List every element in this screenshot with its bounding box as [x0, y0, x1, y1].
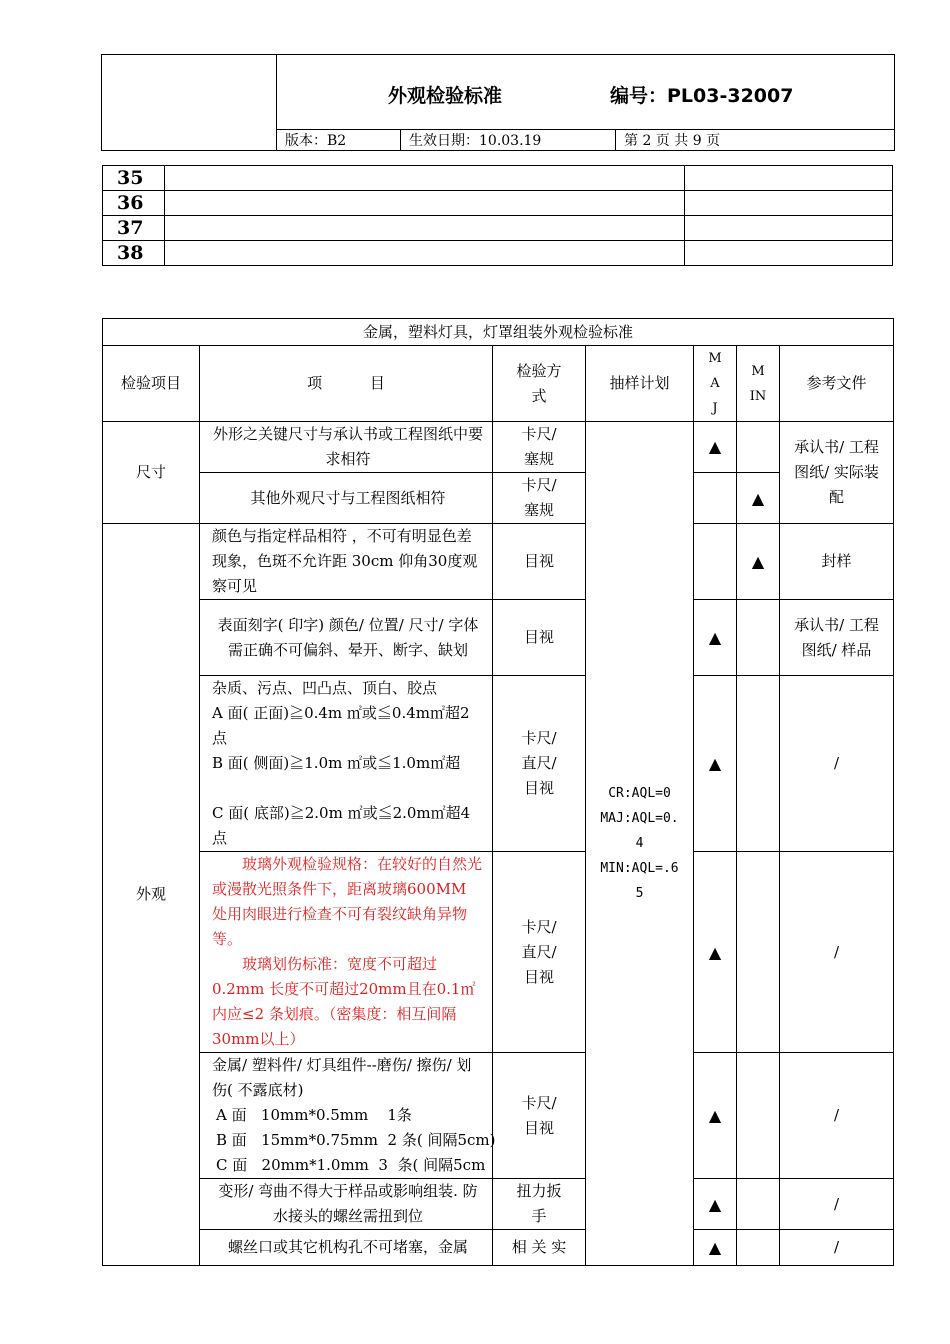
item-method: 目视 [493, 600, 586, 676]
document-title: 外观检验标准 [388, 85, 503, 107]
version-label: 版本：B2 [277, 130, 401, 151]
inspection-standard-table [102, 318, 894, 1266]
group-size: 尺寸 [103, 422, 200, 524]
table-row [103, 1053, 894, 1179]
item-reference: / [780, 1179, 894, 1230]
header-item: 检验项目 [103, 346, 200, 422]
sampling-plan: CR:AQL=0 MAJ:AQL=0. 4 MIN:AQL=.6 5 [586, 422, 694, 1266]
table-row [103, 1230, 894, 1266]
item-detail-glass: 玻璃外观检验规格：在较好的自然光或漫散光照条件下，距离玻璃600MM 处用肉眼进行检查不可有裂纹缺角异物等。 玻璃划伤标准：宽度不可超过0.2mm 长度不可超过20mm且在0.1㎡内应≤2 条划痕。（密集度：相互间隔30mm以上） [200, 852, 493, 1053]
item-reference: / [780, 852, 894, 1053]
table-row [103, 473, 894, 524]
item-detail: 杂质、污点、凹凸点、顶白、胶点 A 面( 正面)≧0.4m ㎡或≦0.4m㎡超2 点 B 面( 侧面)≧1.0m ㎡或≦1.0m㎡超 C 面( 底部)≧2.0m ㎡或≦2.0m㎡超4 点 [200, 676, 493, 852]
title-cell [277, 55, 895, 130]
item-method: 卡尺/塞规 [493, 473, 586, 524]
item-reference: 承认书/ 工程图纸/ 样品 [780, 600, 894, 676]
item-detail: 变形/ 弯曲不得大于样品或影响组装. 防水接头的螺丝需扭到位 [200, 1179, 493, 1230]
effective-date: 生效日期：10.03.19 [401, 130, 616, 151]
maj-mark: ▲ [694, 852, 737, 1053]
row-number: 36 [103, 191, 165, 216]
item-detail: 表面刻字( 印字) 颜色/ 位置/ 尺寸/ 字体需正确不可偏斜、晕开、断字、缺划 [200, 600, 493, 676]
item-method: 相 关 实 [493, 1230, 586, 1266]
header-detail: 项 目 [200, 346, 493, 422]
table-row [103, 852, 894, 1053]
item-reference: / [780, 1053, 894, 1179]
table-row [103, 600, 894, 676]
header-maj: MAJ [694, 346, 737, 422]
header-reference: 参考文件 [780, 346, 894, 422]
table-row [103, 166, 893, 191]
item-method: 扭力扳手 [493, 1179, 586, 1230]
row-number: 38 [103, 241, 165, 266]
item-method: 卡尺/直尺/目视 [493, 852, 586, 1053]
item-detail: 外形之关键尺寸与承认书或工程图纸中要求相符 [200, 422, 493, 473]
item-method: 卡尺/目视 [493, 1053, 586, 1179]
numbered-rows-table [102, 165, 893, 266]
table-row [103, 216, 893, 241]
header-sampling: 抽样计划 [586, 346, 694, 422]
header-row [103, 346, 894, 422]
maj-mark: ▲ [694, 600, 737, 676]
maj-mark: ▲ [694, 1179, 737, 1230]
table-row [103, 422, 894, 473]
item-detail: 螺丝口或其它机构孔不可堵塞，金属 [200, 1230, 493, 1266]
table-row [103, 1179, 894, 1230]
header-method: 检验方式 [493, 346, 586, 422]
table-row [103, 241, 893, 266]
document-code: 编号：PL03-32007 [610, 85, 794, 107]
row-number: 37 [103, 216, 165, 241]
min-mark: ▲ [737, 473, 780, 524]
item-method: 卡尺/直尺/目视 [493, 676, 586, 852]
min-mark: ▲ [737, 524, 780, 600]
item-reference: / [780, 1230, 894, 1266]
row-number: 35 [103, 166, 165, 191]
maj-mark: ▲ [694, 422, 737, 473]
header-min: MIN [737, 346, 780, 422]
item-detail: 金属/ 塑料件/ 灯具组件--磨伤/ 擦伤/ 划伤( 不露底材) A 面 10mm*0.5mm 1条 B 面 15mm*0.75mm 2 条( 间隔5cm) C 面 20mm*1.0mm 3 条( 间隔5cm [200, 1053, 493, 1179]
group-appearance: 外观 [103, 524, 200, 1266]
maj-mark: ▲ [694, 1053, 737, 1179]
table-row [103, 191, 893, 216]
item-reference: 承认书/ 工程图纸/ 实际装配 [780, 422, 894, 524]
page-indicator: 第 2 页 共 9 页 [616, 130, 895, 151]
item-reference: / [780, 676, 894, 852]
maj-mark: ▲ [694, 1230, 737, 1266]
logo-area [102, 55, 277, 151]
table-caption: 金属，塑料灯具，灯罩组装外观检验标准 [103, 319, 894, 346]
table-row [103, 676, 894, 852]
item-detail: 其他外观尺寸与工程图纸相符 [200, 473, 493, 524]
document-header [101, 54, 895, 151]
maj-mark: ▲ [694, 676, 737, 852]
item-reference: 封样 [780, 524, 894, 600]
item-detail: 颜色与指定样品相符 ，不可有明显色差现象，色斑不允许距 30cm 仰角30度观察可见 [200, 524, 493, 600]
table-row [103, 524, 894, 600]
item-method: 目视 [493, 524, 586, 600]
item-method: 卡尺/塞规 [493, 422, 586, 473]
